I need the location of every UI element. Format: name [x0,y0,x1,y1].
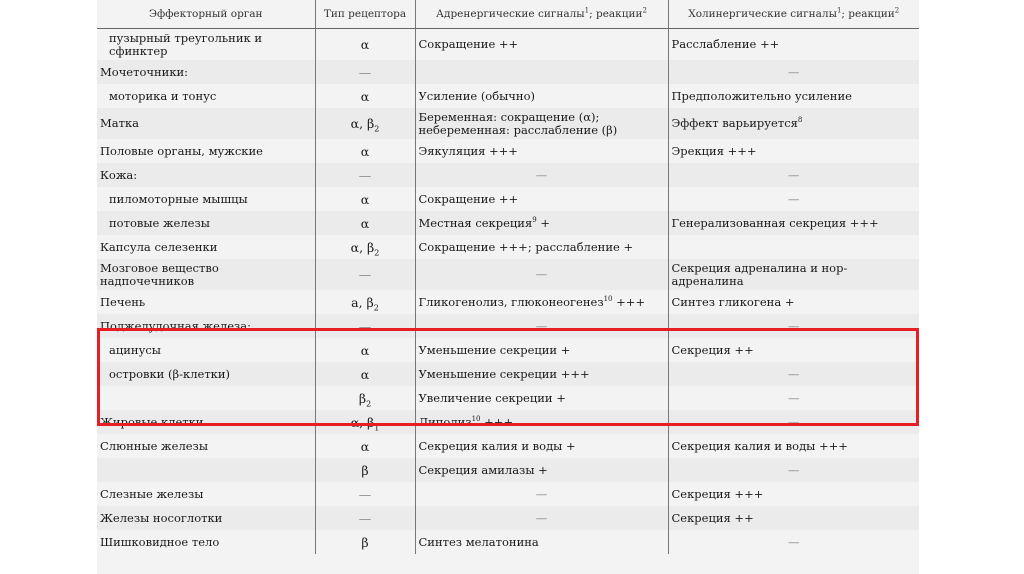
organ-text: Жировые клетки [100,414,204,429]
organ-cell [97,506,315,530]
adrenergic-cell [415,108,668,139]
receptor-cell [315,434,415,458]
organ-cell [97,530,315,554]
adrenergic-cell [415,84,668,108]
organ-cell [97,139,315,163]
receptor-cell [315,290,415,314]
adrenergic-cell [415,434,668,458]
header-adrenergic-text: Адренергические сигналы [436,7,585,20]
cholinergic-cell [668,506,919,530]
receptor-cell [315,108,415,139]
receptor-cell [315,211,415,235]
cholinergic-text: Генерализованная секреция +++ [671,215,879,230]
header-adrenergic-sup: 1 [584,6,590,14]
organ-cell [97,108,315,139]
organ-cell [97,434,315,458]
adrenergic-cell [415,482,668,506]
table-row [97,235,919,259]
receptor-text: α [360,143,370,159]
receptor-subscript: 1 [374,423,380,432]
table-row [97,314,919,338]
header-cholinergic-sup: 1 [836,6,842,14]
cholinergic-text: — [788,534,800,549]
cholinergic-cell [668,458,919,482]
adrenergic-cell [415,163,668,187]
organ-cell [97,29,315,61]
adrenergic-cell [415,410,668,434]
header-cholinergic [668,0,919,29]
adrenergic-tail: + [536,215,550,230]
cholinergic-text: Синтез гликогена + [671,294,795,309]
cholinergic-text: Эрекция +++ [671,143,757,158]
adrenergic-footnote: 10 [603,294,613,303]
cholinergic-cell [668,235,919,259]
organ-text: Слезные железы [100,486,204,501]
adrenergic-cell [415,211,668,235]
table-row [97,84,919,108]
receptor-text: α, β [350,239,375,255]
adrenergic-text: Эякуляция +++ [418,143,518,158]
organ-text: Кожа: [100,167,138,182]
receptor-text: α [360,342,370,358]
adrenergic-text: — [535,486,548,501]
receptor-cell [315,530,415,554]
adrenergic-text: — [535,267,548,281]
organ-cell [97,338,315,362]
receptor-cell [315,163,415,187]
table-row [97,29,919,61]
adrenergic-cell [415,259,668,290]
header-adrenergic [415,0,668,29]
cholinergic-cell [668,84,919,108]
table-row [97,434,919,458]
adrenergic-cell [415,235,668,259]
receptor-text: α [360,88,370,104]
organ-cell [97,314,315,338]
receptor-text: β [358,390,367,406]
organ-cell [97,235,315,259]
receptor-text: — [358,486,372,502]
adrenergic-cell [415,506,668,530]
receptor-text: α [360,37,370,52]
receptor-cell [315,84,415,108]
cholinergic-text: Секреция +++ [671,486,764,501]
cholinergic-text: — [788,167,800,182]
adrenergic-cell [415,187,668,211]
organ-text: Мочеточники: [100,64,189,79]
adrenergic-text: Местная секреция [418,215,533,230]
cholinergic-cell [668,530,919,554]
adrenergic-text: Усиление (обычно) [418,88,535,103]
header-cholinergic-sup2: 2 [894,6,900,14]
cholinergic-cell [668,259,919,290]
receptor-cell [315,506,415,530]
cholinergic-cell [668,410,919,434]
receptor-text: α [360,191,370,207]
header-cholinergic-text: Холинергические сигналы [688,7,837,20]
table-row [97,362,919,386]
organ-text: островки (β-клетки) [109,366,231,381]
adrenergic-cell [415,362,668,386]
cholinergic-text: — [788,462,800,477]
adrenergic-cell [415,60,668,84]
receptor-text: — [358,267,372,282]
receptor-text: — [358,510,372,526]
table-row [97,410,919,434]
cholinergic-cell [668,362,919,386]
table-row [97,290,919,314]
receptor-subscript: 2 [366,399,372,408]
cholinergic-text: Секреция ++ [671,510,754,525]
cholinergic-text: — [788,191,800,206]
table-row [97,163,919,187]
receptor-cell [315,29,415,61]
receptor-effects-table [97,0,919,554]
header-row [97,0,919,29]
receptor-text: α [360,366,370,382]
adrenergic-text: Секреция амилазы + [418,462,548,477]
receptor-cell [315,187,415,211]
table-row [97,338,919,362]
table-row [97,458,919,482]
receptor-cell [315,314,415,338]
header-cholinergic-tail: ; реакции [841,7,895,20]
receptor-text: a, β [351,294,374,310]
organ-cell [97,187,315,211]
receptor-subscript: 2 [374,248,380,257]
receptor-cell [315,139,415,163]
organ-text: Половые органы, мужские [100,143,263,158]
adrenergic-text: Сокращение ++ [418,37,519,51]
header-adrenergic-tail: ; реакции [589,7,643,20]
organ-cell [97,362,315,386]
organ-cell [97,60,315,84]
receptor-subscript: 2 [374,124,380,134]
adrenergic-text: Уменьшение секреции +++ [418,366,590,381]
table-row [97,259,919,290]
adrenergic-text: — [535,510,548,525]
cholinergic-cell [668,338,919,362]
receptor-text: α, β [350,116,375,131]
cholinergic-cell [668,29,919,61]
cholinergic-text: — [788,318,800,333]
organ-text: моторика и тонус [109,88,217,103]
organ-cell [97,259,315,290]
receptor-text: β [361,534,369,550]
cholinergic-cell [668,434,919,458]
adrenergic-footnote: 10 [471,414,481,423]
organ-text: пузырный треугольник и сфинктер [109,30,263,58]
cholinergic-text: — [788,64,800,79]
cholinergic-text: Секреция адреналина и нор-адреналина [671,260,848,288]
scanned-table-page [97,0,919,574]
table-row [97,530,919,554]
receptor-cell [315,410,415,434]
table-row [97,386,919,410]
adrenergic-cell [415,338,668,362]
receptor-cell [315,386,415,410]
adrenergic-text: Синтез мелатонина [418,534,539,549]
organ-cell [97,410,315,434]
organ-cell [97,290,315,314]
cholinergic-text: Предположительно усиление [671,88,852,103]
organ-text: Шишковидное тело [100,534,220,549]
receptor-text: α [360,215,370,231]
adrenergic-cell [415,139,668,163]
receptor-text: — [358,167,372,183]
receptor-text: — [358,318,372,334]
receptor-text: β [361,462,369,478]
cholinergic-cell [668,60,919,84]
cholinergic-cell [668,163,919,187]
receptor-cell [315,482,415,506]
adrenergic-cell [415,530,668,554]
adrenergic-cell [415,29,668,61]
adrenergic-text: — [535,318,548,333]
cholinergic-cell [668,211,919,235]
receptor-cell [315,338,415,362]
organ-text: Железы носоглотки [100,510,223,525]
organ-cell [97,386,315,410]
receptor-text: α [360,438,370,454]
adrenergic-tail: +++ [480,414,514,429]
adrenergic-footnote: 9 [532,215,537,224]
table-row [97,211,919,235]
adrenergic-cell [415,290,668,314]
adrenergic-text: Беременная: сокращение (α); небеременная: расслабление (β) [418,109,618,137]
table-row [97,506,919,530]
organ-cell [97,211,315,235]
adrenergic-text: Гликогенолиз, глюконеогенез [418,294,604,309]
organ-text: Поджелудочная железа: [100,318,252,333]
table-row [97,187,919,211]
organ-cell [97,163,315,187]
table-row [97,482,919,506]
adrenergic-text: Увеличение секреции + [418,390,566,405]
receptor-text: α, β [350,414,375,430]
cholinergic-text: Секреция ++ [671,342,754,357]
organ-text: ацинусы [109,342,161,357]
table-row [97,139,919,163]
organ-text: потовые железы [109,215,210,230]
cholinergic-text: — [788,390,800,405]
adrenergic-cell [415,458,668,482]
receptor-cell [315,60,415,84]
adrenergic-text: Липолиз [418,414,472,429]
organ-text: пиломоторные мышцы [109,191,248,206]
cholinergic-cell [668,314,919,338]
header-receptor: Тип рецептора [315,0,415,29]
organ-text: Слюнные железы [100,438,208,453]
adrenergic-text: Уменьшение секреции + [418,342,571,357]
organ-text: Мозговое вещество надпочечников [100,260,219,288]
cholinergic-footnote: 8 [797,116,803,125]
header-organ: Эффекторный орган [97,0,315,29]
adrenergic-text: Секреция калия и воды + [418,438,576,453]
adrenergic-text: Сокращение +++; расслабление + [418,239,634,254]
receptor-subscript: 2 [373,303,379,312]
organ-text: Капсула селезенки [100,239,218,254]
receptor-cell [315,235,415,259]
organ-text: Матка [100,116,140,130]
table-row [97,108,919,139]
cholinergic-text: — [788,366,800,381]
adrenergic-cell [415,386,668,410]
receptor-cell [315,458,415,482]
organ-cell [97,458,315,482]
adrenergic-tail: +++ [612,294,646,309]
cholinergic-text: Эффект варьируется [671,116,798,130]
organ-cell [97,482,315,506]
receptor-cell [315,259,415,290]
cholinergic-text: Секреция калия и воды +++ [671,438,848,453]
receptor-cell [315,362,415,386]
cholinergic-cell [668,108,919,139]
adrenergic-text: — [535,167,548,182]
cholinergic-cell [668,139,919,163]
cholinergic-text: Расслабление ++ [671,37,780,51]
cholinergic-cell [668,482,919,506]
organ-cell [97,84,315,108]
cholinergic-cell [668,386,919,410]
cholinergic-cell [668,290,919,314]
cholinergic-cell [668,187,919,211]
organ-text: Печень [100,294,146,309]
receptor-text: — [358,64,372,80]
cholinergic-text: — [788,414,800,429]
header-adrenergic-sup2: 2 [642,6,647,14]
adrenergic-cell [415,314,668,338]
adrenergic-text: Сокращение ++ [418,191,519,206]
table-row [97,60,919,84]
